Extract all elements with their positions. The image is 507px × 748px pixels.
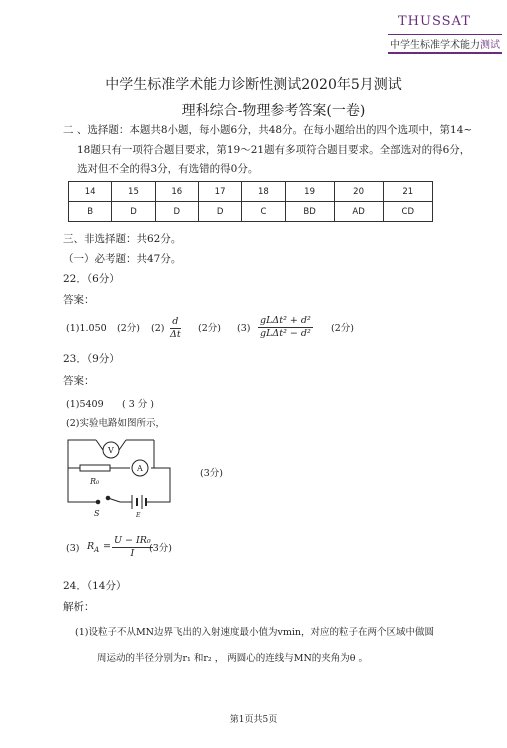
answer-choice: B — [69, 202, 112, 222]
q23-score3: (3分) — [149, 543, 172, 554]
q24-line1: (1)设粒子不从MN边界飞出的入射速度最小值为vmin，对应的粒子在两个区域中做圆 — [75, 627, 435, 638]
switch-contact-icon — [106, 496, 110, 500]
q23-part1: (1)5409 — [66, 399, 104, 410]
q23-label: 23．（9分） — [63, 353, 120, 365]
q22-fraction-3-denominator: gLΔt² − d² — [260, 328, 311, 339]
answer-table-numbers-row — [69, 182, 433, 202]
q22-label: 22．（6分） — [63, 273, 120, 285]
answer-choice: BD — [285, 202, 334, 222]
logo-subtitle-extra: 测试 — [480, 40, 500, 51]
q24-label: 24．（14分） — [63, 580, 127, 592]
ammeter-label: A — [137, 464, 143, 473]
q23-fraction-3 — [112, 535, 153, 560]
q22-fraction-2-denominator: Δt — [170, 329, 181, 340]
q22-fraction-3-numerator: gLΔt² + d² — [260, 315, 311, 326]
logo-subtitle-main: 中学生标准学术能力 — [390, 40, 480, 51]
switch-contact-icon — [96, 500, 100, 504]
q24-line2: 周运动的半径分别为r₁ 和r₂ ， 两圆心的连线与MN的夹角为θ 。 — [97, 653, 369, 664]
q22-fraction-2 — [170, 316, 181, 341]
q23-equals: = — [103, 541, 111, 552]
answer-choice: AD — [334, 202, 383, 222]
answer-table-choices-row — [69, 202, 433, 222]
q23-ra-main: R — [87, 541, 95, 552]
section2-line3: 选对但不全的得3分，有选错的得0分。 — [77, 163, 259, 175]
answer-choice: D — [155, 202, 198, 222]
answer-choice: D — [198, 202, 241, 222]
q23-fraction-3-denominator: I — [130, 548, 135, 559]
q22-score3: (2分) — [331, 323, 354, 334]
q22-part3: (3) — [237, 323, 251, 334]
answer-number: 16 — [155, 182, 198, 202]
q23-ra-symbol — [87, 541, 99, 554]
battery-label: E — [136, 512, 141, 519]
circuit-wire — [68, 440, 96, 468]
circuit-wire — [119, 440, 126, 450]
section2-line2: 18题只有一项符合题目要求，第19～21题有多项符合题目要求。全部选对的得6分， — [77, 144, 471, 156]
answer-number: 15 — [112, 182, 155, 202]
page-title: 中学生标准学术能力诊断性测试2020年5月测试 — [105, 77, 402, 93]
switch-label: S — [94, 509, 100, 518]
q22-fraction-3 — [258, 315, 313, 340]
circuit-diagram — [58, 436, 183, 520]
q24-analysis-label: 解析： — [63, 601, 95, 613]
q22-answer-label: 答案： — [63, 294, 95, 306]
q23-circuit-score: (3分) — [200, 468, 223, 479]
logo-subtitle — [388, 34, 502, 54]
answer-number: 21 — [383, 182, 432, 202]
answer-number: 18 — [242, 182, 285, 202]
q23-fraction-3-numerator: U − IR₀ — [114, 535, 151, 546]
q22-score2: (2分) — [198, 323, 221, 334]
page-subtitle: 理科综合-物理参考答案(一卷) — [181, 103, 366, 119]
page-footer: 第1页共5页 — [229, 715, 278, 725]
q23-score1: ( 3 分 ) — [122, 399, 155, 410]
answer-number: 17 — [198, 182, 241, 202]
resistor-r0-icon — [80, 465, 110, 471]
answer-table — [68, 181, 433, 222]
circuit-wire — [151, 440, 154, 468]
q22-fraction-2-numerator: d — [170, 316, 181, 329]
q23-ra-subscript: A — [94, 545, 100, 554]
circuit-wire — [96, 440, 103, 450]
answer-choice: CD — [383, 202, 432, 222]
section2-line1: 二 、选择题：本题共8小题，每小题6分，共48分。在每小题给出的四个选项中，第14~ — [63, 124, 473, 136]
circuit-wire — [146, 468, 170, 502]
q22-score1: (2分) — [117, 323, 140, 334]
q22-part1: (1)1.050 — [66, 323, 107, 334]
section3-heading: 三、非选择题：共62分。 — [63, 233, 182, 245]
answer-choice: D — [112, 202, 155, 222]
resistor-r0-label: R₀ — [90, 477, 100, 486]
section3-sub: （一）必考题：共47分。 — [63, 253, 182, 265]
logo-thussat: THUSSAT — [398, 14, 471, 29]
voltmeter-label: V — [108, 446, 114, 455]
q23-part3: (3) — [66, 543, 80, 554]
answer-number: 19 — [285, 182, 334, 202]
answer-number: 20 — [334, 182, 383, 202]
answer-number: 14 — [69, 182, 112, 202]
q22-part2: (2) — [151, 323, 165, 334]
answer-choice: C — [242, 202, 285, 222]
q23-part2: (2)实验电路如图所示， — [66, 418, 165, 429]
q23-answer-label: 答案： — [63, 375, 95, 387]
